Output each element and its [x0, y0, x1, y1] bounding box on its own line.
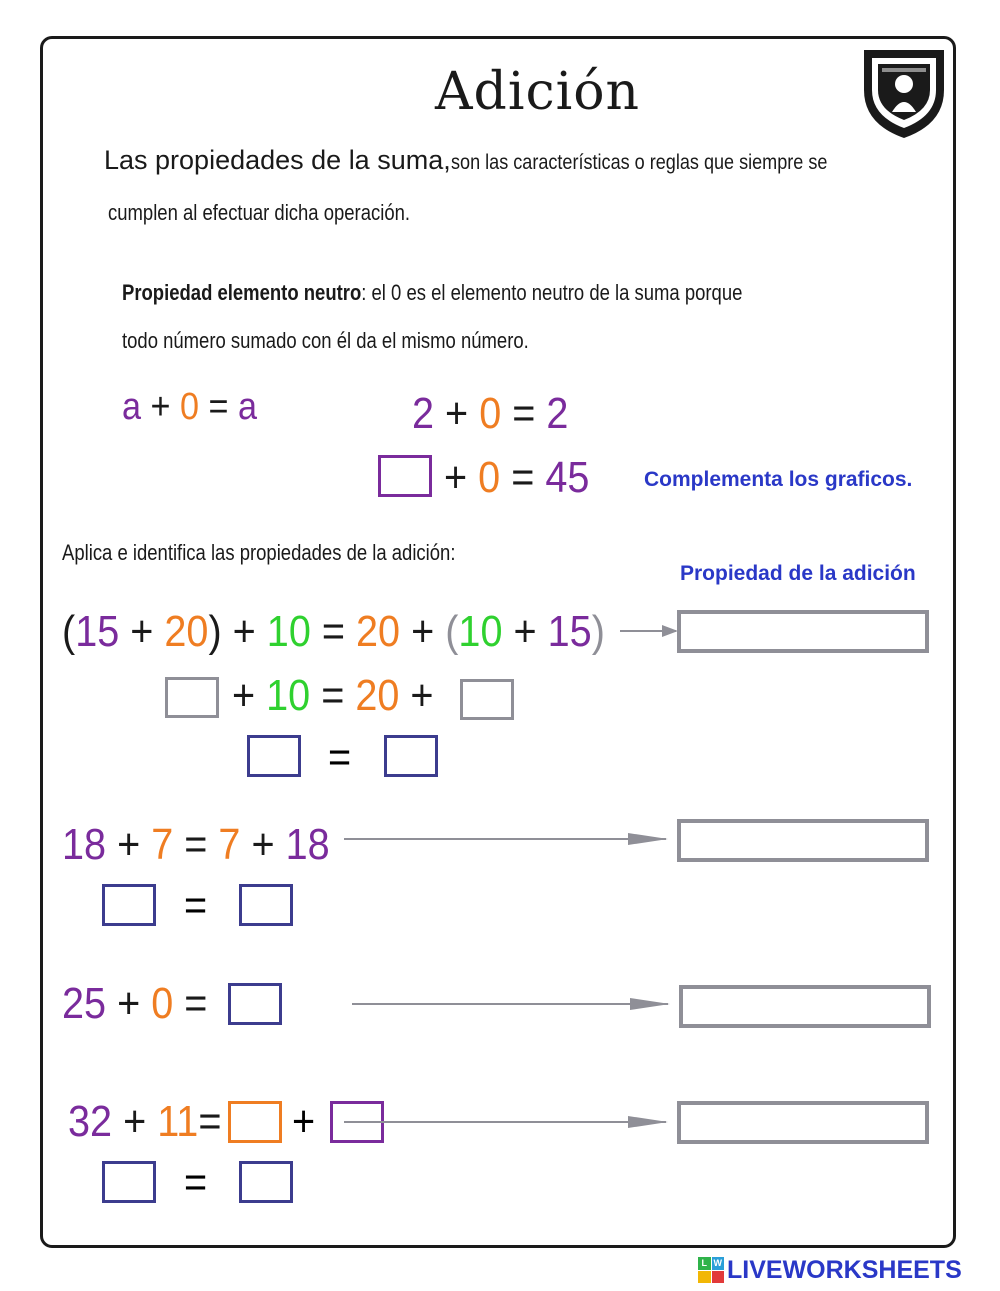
num-10: 10 [266, 607, 311, 656]
ex3-arrow [352, 1003, 668, 1005]
neutral-general-formula [122, 388, 257, 426]
logo-letter-w: W [713, 1258, 722, 1268]
ex4-row2-equals: = [184, 1158, 208, 1207]
example-plus: + [445, 389, 469, 438]
ex4-equation [68, 1097, 222, 1146]
intro-line-1 [104, 145, 888, 176]
example-zero: 0 [479, 389, 502, 438]
num-11: 11 [157, 1097, 199, 1146]
ex1-blank-left[interactable] [165, 677, 219, 718]
ex3-result-box[interactable] [228, 983, 282, 1025]
ex2-row2-equals: = [184, 881, 208, 930]
ex4-plus: + [292, 1097, 316, 1146]
page-title: Adición [434, 62, 641, 122]
num-7: 7 [151, 820, 174, 869]
logo-letter-l: L [698, 1257, 711, 1270]
plus: + [117, 979, 141, 1028]
neutral-definition-text: : el 0 es el elemento neutro de la suma porque [361, 280, 743, 305]
num-15: 15 [547, 607, 592, 656]
num-18: 18 [62, 820, 107, 869]
property-column-label: Propiedad de la adición [680, 562, 916, 585]
school-crest-icon [858, 42, 950, 142]
section-heading: Aplica e identifica las propiedades de la adición: [62, 540, 456, 565]
ex4-blank-orange[interactable] [228, 1101, 282, 1143]
exercise-equals: = [511, 453, 535, 502]
plus: + [513, 607, 537, 656]
ex4-arrow [344, 1121, 666, 1123]
ex1-equation [62, 607, 605, 656]
equals: = [184, 820, 208, 869]
num-15: 15 [75, 607, 120, 656]
instruction-complementa: Complementa los graficos. [644, 468, 913, 491]
ex2-result-left[interactable] [102, 884, 156, 926]
ex2-property-answer[interactable] [677, 819, 929, 862]
plus: + [410, 671, 434, 720]
num-20: 20 [356, 607, 401, 656]
ex3-equation [62, 979, 208, 1028]
equals: = [321, 671, 345, 720]
paren-open: ( [445, 607, 459, 656]
neutral-property-label: Propiedad elemento neutro [122, 280, 362, 305]
neutral-example [412, 389, 569, 438]
ex1-blank-right[interactable] [460, 679, 514, 720]
equals: = [184, 979, 208, 1028]
plus: + [232, 607, 256, 656]
ex2-result-right[interactable] [239, 884, 293, 926]
exercise-zero: 0 [478, 453, 501, 502]
num-32: 32 [68, 1097, 113, 1146]
neutral-answer-box[interactable] [378, 455, 432, 497]
ex4-result-left[interactable] [102, 1161, 156, 1203]
ex2-arrow [344, 838, 666, 840]
equals: = [198, 1097, 222, 1146]
plus: + [123, 1097, 147, 1146]
plus: + [130, 607, 154, 656]
ex2-equation [62, 820, 330, 869]
example-number: 2 [412, 389, 435, 438]
ex1-result-right[interactable] [384, 735, 438, 777]
neutral-definition-line-1 [122, 280, 742, 306]
example-equals: = [512, 389, 536, 438]
paren-open: ( [62, 607, 76, 656]
equals: = [321, 607, 346, 656]
plus: + [411, 607, 435, 656]
intro-line-2: cumplen al efectuar dicha operación. [108, 200, 411, 225]
liveworksheets-logo [698, 1256, 962, 1284]
num-25: 25 [62, 979, 107, 1028]
plus: + [232, 671, 256, 720]
num-0: 0 [151, 979, 174, 1028]
ex1-row3-equals: = [328, 733, 352, 782]
num-20: 20 [164, 607, 209, 656]
example-result: 2 [546, 389, 569, 438]
intro-rest: son las características o reglas que siempre se [450, 151, 828, 174]
plus: + [251, 820, 275, 869]
ex3-property-answer[interactable] [679, 985, 931, 1028]
num-7: 7 [218, 820, 241, 869]
liveworksheets-logo-text: LIVEWORKSHEETS [727, 1255, 962, 1284]
liveworksheets-logo-icon [698, 1257, 724, 1283]
num-18: 18 [285, 820, 330, 869]
formula-a-result: a [238, 386, 258, 428]
ex1-arrow [620, 630, 676, 632]
formula-plus: + [150, 386, 171, 428]
formula-a: a [122, 386, 142, 428]
exercise-result: 45 [545, 453, 590, 502]
ex4-result-right[interactable] [239, 1161, 293, 1203]
ex1-row2 [232, 671, 434, 720]
neutral-exercise [444, 453, 590, 502]
num-10: 10 [458, 607, 503, 656]
exercise-plus: + [444, 453, 468, 502]
intro-lead: Las propiedades de la suma, [104, 145, 451, 175]
formula-zero: 0 [180, 386, 200, 428]
ex4-property-answer[interactable] [677, 1101, 929, 1144]
neutral-definition-line-2: todo número sumado con él da el mismo número. [122, 328, 529, 353]
num-10: 10 [266, 671, 311, 720]
paren-close: ) [591, 607, 605, 656]
paren-close: ) [208, 607, 222, 656]
ex1-property-answer[interactable] [677, 610, 929, 653]
num-20: 20 [355, 671, 400, 720]
formula-equals: = [208, 386, 229, 428]
ex1-result-left[interactable] [247, 735, 301, 777]
plus: + [117, 820, 141, 869]
